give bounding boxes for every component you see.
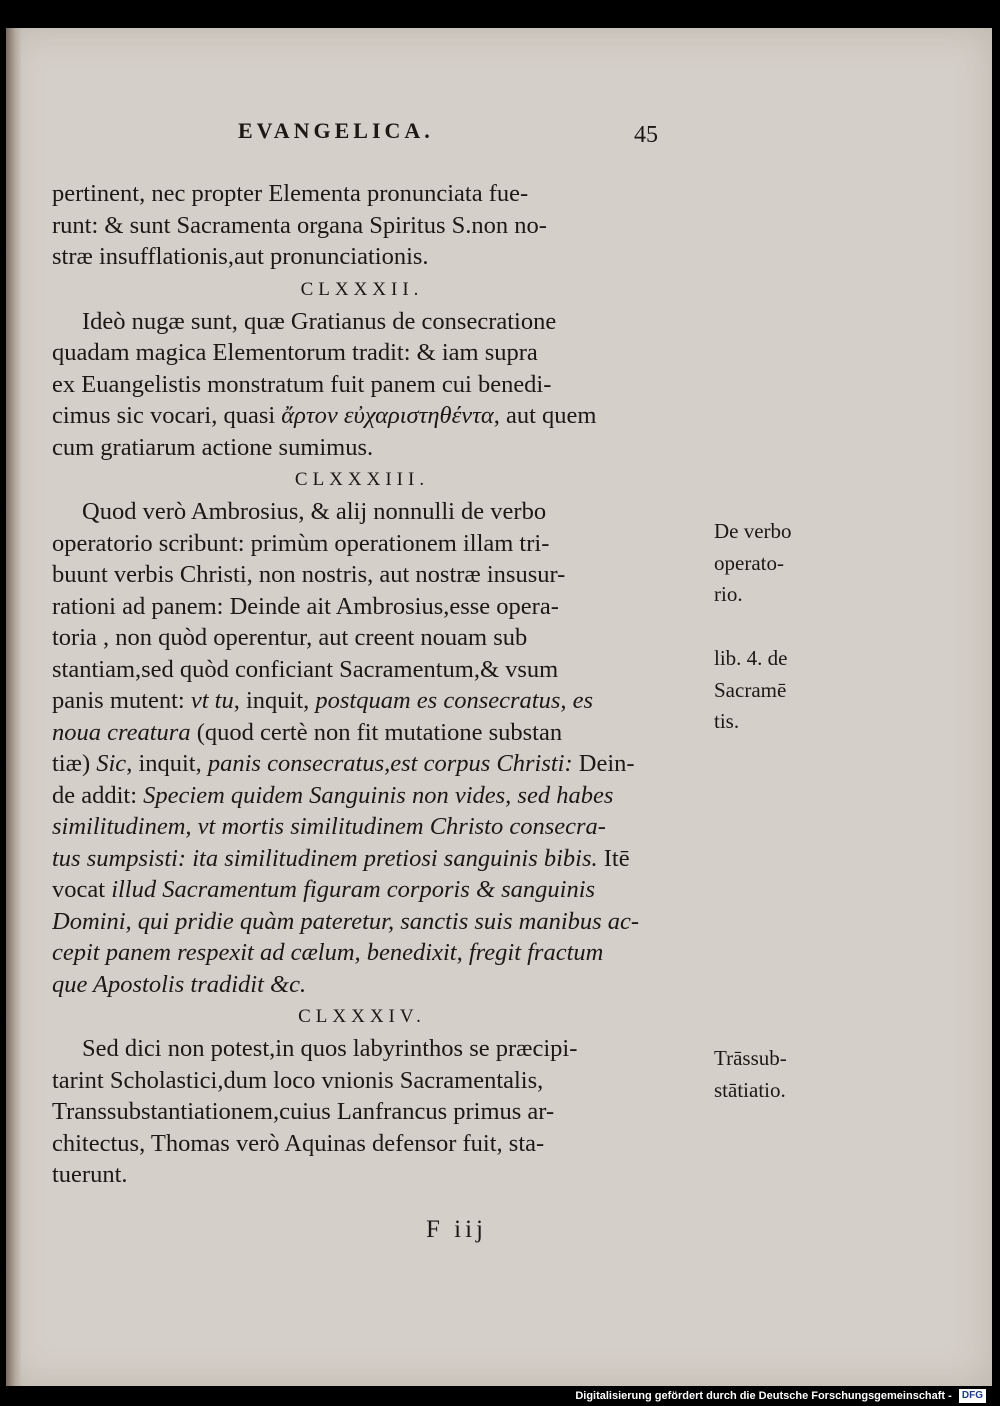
margin-note-line: rio. xyxy=(714,582,743,606)
text-line xyxy=(52,496,672,528)
italic-text: Sic xyxy=(96,750,127,777)
section-number: CLXXXIII. xyxy=(294,469,430,490)
italic-text: cepit panem respexit ad cælum, benedixit, fregit fractum xyxy=(52,939,604,966)
text-line xyxy=(52,811,672,843)
text-line xyxy=(52,1096,672,1128)
text-line xyxy=(52,210,672,242)
text-line xyxy=(52,178,672,210)
text-segment: Sed dici non potest,in quos labyrinthos se præcipi- xyxy=(82,1035,578,1062)
text-line xyxy=(52,432,672,464)
text-segment: vocat xyxy=(52,876,112,903)
running-head: EVANGELICA. xyxy=(238,118,434,143)
text-segment: stantiam,sed quòd conficiant Sacramentum,& vsum xyxy=(52,655,559,683)
text-segment: tiæ) xyxy=(52,750,97,777)
italic-text: illud Sacramentum figuram corporis & sanguinis xyxy=(111,876,596,903)
text-segment: cum gratiarum actione sumimus. xyxy=(52,433,374,461)
text-segment: panis mutent: xyxy=(52,687,191,714)
italic-text: ἄρτον εὐχαριστηθέντα xyxy=(281,402,494,429)
text-line xyxy=(52,717,672,749)
margin-note-line: De verbo xyxy=(714,519,792,543)
text-line xyxy=(52,748,672,780)
text-segment: quadam magica Elementorum tradit: & iam supra xyxy=(52,339,538,366)
footer-credit xyxy=(575,1386,986,1406)
text-line xyxy=(52,400,672,432)
text-segment: ex Euangelistis monstratum fuit panem cui benedi- xyxy=(52,370,552,398)
text-line xyxy=(52,241,672,273)
text-segment: de addit: xyxy=(52,781,144,809)
text-segment: tarint Scholastici,dum loco vnionis Sacramentalis, xyxy=(52,1066,544,1094)
text-segment: operatorio scribunt: primùm operationem illam tri- xyxy=(52,529,550,557)
text-line xyxy=(52,1065,672,1097)
section-number: CLXXXII. xyxy=(300,278,424,300)
italic-text: panis consecratus,est corpus Christi: xyxy=(207,750,573,777)
text-segment: (quod certè non fit mutatione substan xyxy=(190,718,563,746)
text-segment: tuerunt. xyxy=(52,1161,128,1188)
text-line xyxy=(52,337,672,369)
text-line xyxy=(52,1128,672,1160)
text-line xyxy=(52,306,672,338)
body-text xyxy=(52,178,792,1191)
italic-text: tus sumpsisti: ita similitudinem pretiosi sanguinis bibis. xyxy=(52,844,598,872)
text-line xyxy=(52,780,672,812)
document-page xyxy=(6,28,992,1386)
text-segment: Itē xyxy=(597,844,630,872)
text-segment: Ideò nugæ sunt, quæ Gratianus de consecratione xyxy=(82,307,557,335)
text-line xyxy=(52,1159,672,1191)
italic-text: similitudinem, vt mortis similitudinem Christo consecra- xyxy=(52,813,606,840)
text-line xyxy=(52,843,672,875)
text-line xyxy=(52,622,672,654)
margin-note-line: stātiatio. xyxy=(714,1077,786,1102)
footer-text: Digitalisierung gefördert durch die Deutsche Forschungsgemeinschaft - xyxy=(575,1390,952,1402)
page-binding-edge xyxy=(6,28,22,1386)
text-line xyxy=(52,969,672,1001)
page-header xyxy=(6,114,992,154)
text-segment: chitectus, Thomas verò Aquinas defensor fuit, sta- xyxy=(52,1129,545,1157)
section-number: CLXXXIV. xyxy=(298,1006,426,1027)
text-line xyxy=(52,685,672,717)
italic-text: vt tu xyxy=(190,687,234,714)
italic-text: Speciem quidem Sanguinis non vides, sed habes xyxy=(143,781,614,809)
text-segment: cimus sic vocari, quasi xyxy=(52,402,282,429)
margin-note-line: operato- xyxy=(714,550,784,575)
signature-mark: F iij xyxy=(426,1216,487,1243)
text-segment: , aut quem xyxy=(493,402,597,429)
italic-text: que Apostolis tradidit &c. xyxy=(52,970,307,998)
text-line xyxy=(52,937,672,969)
page-number: 45 xyxy=(634,122,658,148)
text-segment: runt: & sunt Sacramenta organa Spiritus S.non no- xyxy=(52,211,547,239)
text-segment: pertinent, nec propter Elementa pronunciata fue- xyxy=(52,180,529,207)
text-segment: Dein- xyxy=(572,750,635,777)
margin-note-line: Trāssub- xyxy=(714,1046,787,1070)
text-segment: rationi ad panem: Deinde ait Ambrosius,esse opera- xyxy=(52,592,559,620)
italic-text: Domini, qui pridie quàm pateretur, sanctis suis manibus ac- xyxy=(52,907,640,935)
margin-note xyxy=(714,643,824,738)
text-segment: stræ insufflationis,aut pronunciationis. xyxy=(52,243,429,270)
text-segment: toria , non quòd operentur, aut creent nouam sub xyxy=(52,624,528,651)
text-line xyxy=(52,559,672,591)
text-segment: , inquit, xyxy=(126,750,208,777)
text-line xyxy=(52,369,672,401)
margin-note-line: lib. 4. de xyxy=(714,646,788,670)
text-segment: Transsubstantiationem,cuius Lanfrancus primus ar- xyxy=(52,1098,555,1125)
text-line xyxy=(52,528,672,560)
text-line xyxy=(52,874,672,906)
margin-note-line: Sacramē xyxy=(714,677,787,702)
italic-text: noua creatura xyxy=(52,718,191,746)
margin-note xyxy=(714,1043,824,1106)
text-line xyxy=(52,591,672,623)
margin-note xyxy=(714,516,824,611)
text-line xyxy=(52,1033,672,1065)
text-segment: , inquit, xyxy=(233,687,316,714)
text-segment: buunt verbis Christi, non nostris, aut nostræ insusur- xyxy=(52,561,566,588)
text-line xyxy=(52,906,672,938)
text-segment: Quod verò Ambrosius, & alij nonnulli de verbo xyxy=(82,498,547,525)
italic-text: postquam es consecratus, es xyxy=(315,687,594,714)
margin-note-line: tis. xyxy=(714,709,740,733)
dfg-logo: DFG xyxy=(959,1389,986,1403)
text-line xyxy=(52,654,672,686)
